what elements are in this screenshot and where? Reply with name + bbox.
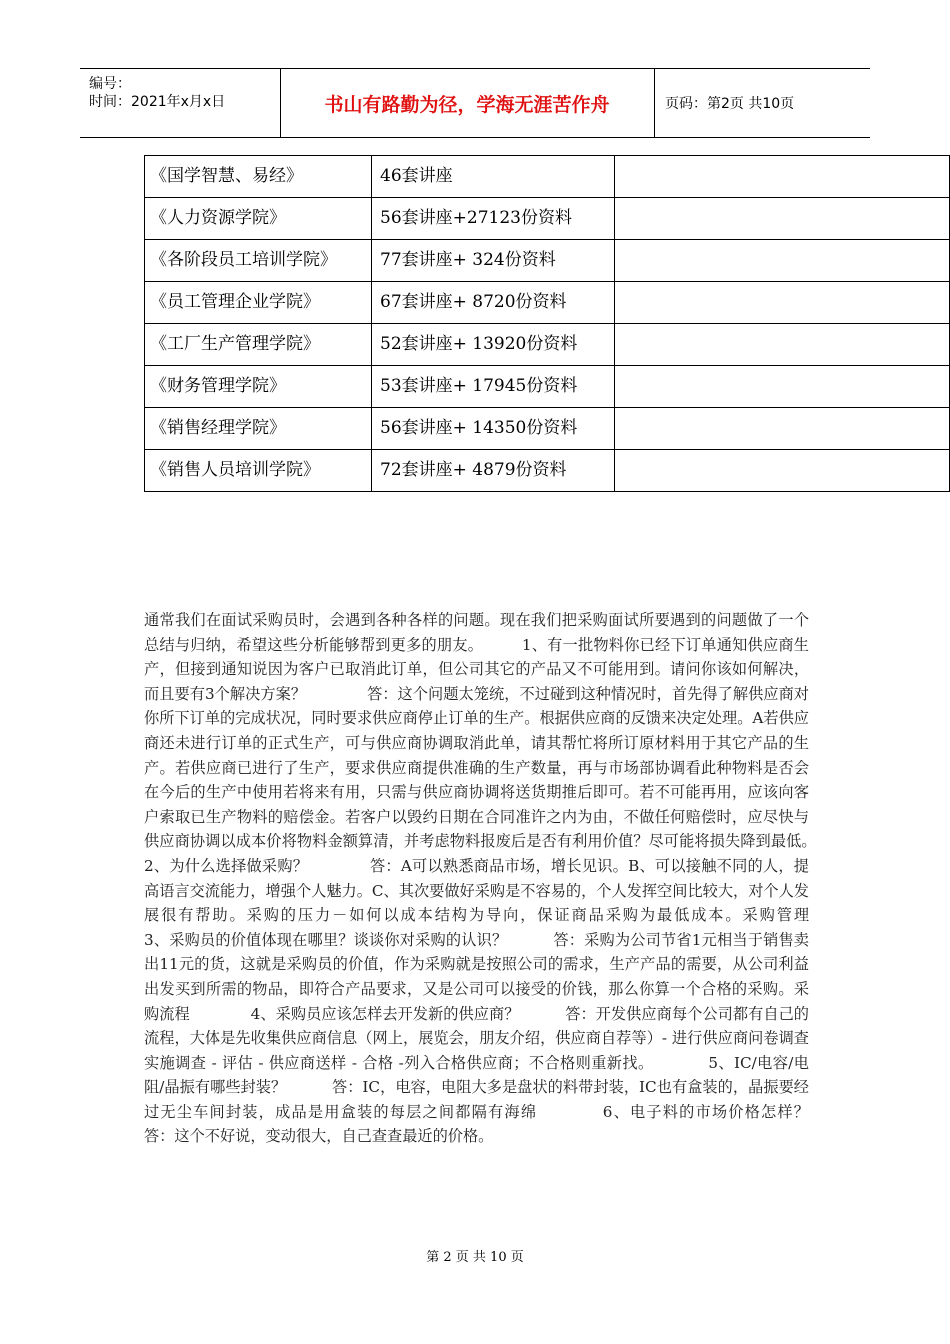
course-name-cell: 《各阶段员工培训学院》 (145, 240, 372, 282)
course-note-cell (615, 324, 950, 366)
table-row (145, 240, 950, 282)
course-name-cell: 《员工管理企业学院》 (145, 282, 372, 324)
course-note-cell (615, 450, 950, 492)
course-content-cell: 77套讲座+ 324份资料 (372, 240, 615, 282)
course-note-cell (615, 282, 950, 324)
course-name-cell: 《销售人员培训学院》 (145, 450, 372, 492)
table-row (145, 450, 950, 492)
number-label: 编号： (89, 76, 131, 92)
table-row (145, 366, 950, 408)
table-row (145, 282, 950, 324)
course-name-cell: 《人力资源学院》 (145, 198, 372, 240)
course-content-cell: 53套讲座+ 17945份资料 (372, 366, 615, 408)
table-row (145, 324, 950, 366)
course-note-cell (615, 198, 950, 240)
header-page-info: 页码：第2页 共10页 (665, 96, 795, 112)
course-name-cell: 《工厂生产管理学院》 (145, 324, 372, 366)
course-table (144, 155, 950, 492)
course-content-cell: 46套讲座 (372, 156, 615, 198)
table-row (145, 156, 950, 198)
course-name-cell: 《国学智慧、易经》 (145, 156, 372, 198)
course-content-cell: 56套讲座+27123份资料 (372, 198, 615, 240)
header-slogan: 书山有路勤为径，学海无涯苦作舟 (280, 69, 655, 137)
course-note-cell (615, 156, 950, 198)
table-row (145, 198, 950, 240)
page-footer: 第 2 页 共 10 页 (426, 1250, 524, 1265)
course-name-cell: 《销售经理学院》 (145, 408, 372, 450)
course-content-cell: 52套讲座+ 13920份资料 (372, 324, 615, 366)
course-note-cell (615, 408, 950, 450)
course-name-cell: 《财务管理学院》 (145, 366, 372, 408)
header-meta (80, 69, 281, 137)
table-row (145, 408, 950, 450)
body-paragraph: 通常我们在面试采购员时，会遇到各种各样的问题。现在我们把采购面试所要遇到的问题做了一个总结与归纳，希望这些分析能够帮到更多的朋友。 1、有一批物料你已经下订单通知供应商生产，但接到通知说因为客户已取消此订单，但公司其它的产品又不可能用到。请问你该如何解决，而且要有3个解决方案？ 答：这个问题太笼统，不过碰到这种情况时，首先得了解供应商对你所下订单的完成状况，同时要求供应商停止订单的生产。根据供应商的反馈来决定处理。A若供应商还未进行订单的正式生产，可与供应商协调取消此单，请其帮忙将所订原材料用于其它产品的生产。若供应商已进行了生产，要求供应商提供准确的生产数量，再与市场部协调看此种物料是否会在今后的生产中使用若将来有用，只需与供应商协调将送货期推后即可。若不可能再用，应该向客户索取已生产物料的赔偿金。若客户以毁约日期在合同准许之内为由，不做任何赔偿时，应尽快与供应商协调以成本价将物料金额算清，并考虑物料报废后是否有利用价值？尽可能将损失降到最低。 2、为什么选择做采购？ 答：A可以熟悉商品市场，增长见识。B、可以接触不同的人，提高语言交流能力，增强个人魅力。C、其次要做好采购是不容易的，个人发挥空间比较大，对个人发展很有帮助。采购的压力－如何以成本结构为导向，保证商品采购为最低成本。采购管理 3、采购员的价值体现在哪里？谈谈你对采购的认识？ 答：采购为公司节省1元相当于销售卖出11元的货，这就是采购员的价值，作为采购就是按照公司的需求，生产产品的需要，从公司利益出发买到所需的物品，即符合产品要求，又是公司可以接受的价钱，那么你算一个合格的采购。采购流程 4、采购员应该怎样去开发新的供应商？ 答：开发供应商每个公司都有自己的流程，大体是先收集供应商信息（网上，展览会，朋友介绍，供应商自荐等）- 进行供应商问卷调查 实施调查 - 评估 - 供应商送样 - 合格 -列入合格供应商；不合格则重新找。 5、IC/电容/电阻/晶振有哪些封装？ 答：IC，电容，电阻大多是盘状的料带封装，IC也有盒装的，晶振要经过无尘车间封装，成品是用盒装的每层之间都隔有海绵 6、电子料的市场价格怎样？ 答：这个不好说，变动很大，自己查查最近的价格。 (144, 611, 870, 1146)
course-note-cell (615, 240, 950, 282)
course-content-cell: 67套讲座+ 8720份资料 (372, 282, 615, 324)
page-header (80, 68, 870, 138)
date-line: 时间：2021年x月x日 (89, 94, 226, 110)
course-content-cell: 56套讲座+ 14350份资料 (372, 408, 615, 450)
course-content-cell: 72套讲座+ 4879份资料 (372, 450, 615, 492)
course-note-cell (615, 366, 950, 408)
